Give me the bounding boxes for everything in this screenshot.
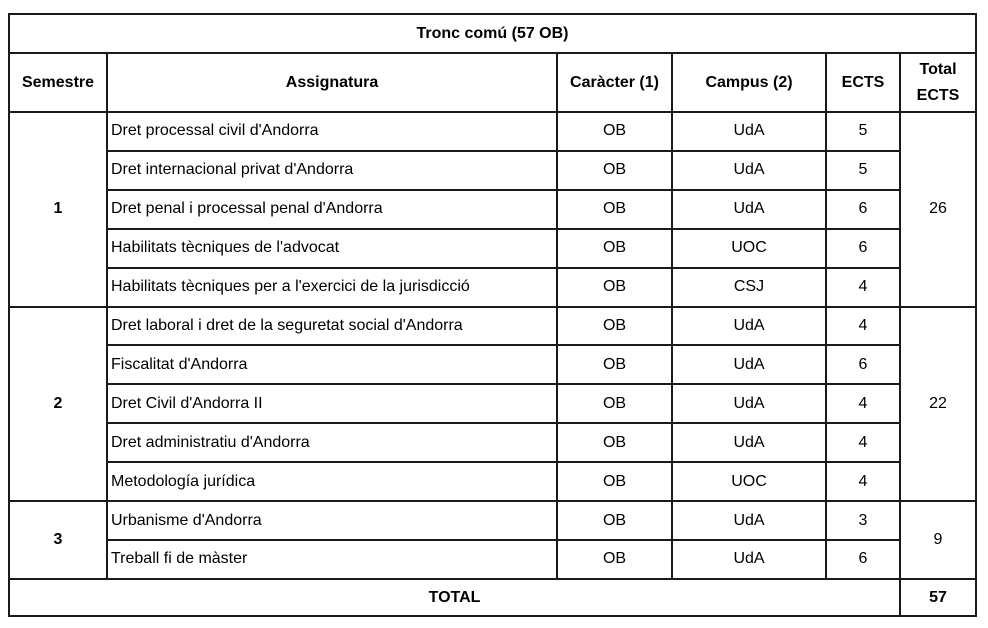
subject-cell: Habilitats tècniques de l'advocat xyxy=(107,229,557,268)
table-row xyxy=(9,423,976,462)
subject-cell: Treball fi de màster xyxy=(107,540,557,579)
semester-total-cell: 9 xyxy=(900,501,976,579)
caracter-cell: OB xyxy=(557,229,672,268)
caracter-cell: OB xyxy=(557,268,672,307)
ects-cell: 6 xyxy=(826,190,900,229)
subject-cell: Metodología jurídica xyxy=(107,462,557,501)
caracter-cell: OB xyxy=(557,112,672,151)
ects-cell: 6 xyxy=(826,540,900,579)
header-caracter: Caràcter (1) xyxy=(557,53,672,112)
table-title-row xyxy=(9,14,976,53)
tronc-comu-table xyxy=(8,13,977,617)
table-row xyxy=(9,268,976,307)
semester-cell: 1 xyxy=(9,112,107,307)
caracter-cell: OB xyxy=(557,384,672,423)
subject-cell: Habilitats tècniques per a l'exercici de la jurisdicció xyxy=(107,268,557,307)
campus-cell: UdA xyxy=(672,112,826,151)
campus-cell: UdA xyxy=(672,501,826,540)
table-row xyxy=(9,112,976,151)
header-total-ects-line1: Total xyxy=(919,60,957,78)
ects-cell: 5 xyxy=(826,112,900,151)
footer-total-value: 57 xyxy=(900,579,976,616)
caracter-cell: OB xyxy=(557,462,672,501)
campus-cell: UdA xyxy=(672,307,826,346)
table-row xyxy=(9,540,976,579)
campus-cell: UdA xyxy=(672,384,826,423)
table-row xyxy=(9,229,976,268)
subject-cell: Urbanisme d'Andorra xyxy=(107,501,557,540)
table-row xyxy=(9,307,976,346)
subject-cell: Dret internacional privat d'Andorra xyxy=(107,151,557,190)
subject-cell: Dret laboral i dret de la seguretat social d'Andorra xyxy=(107,307,557,346)
header-total-ects-line2: ECTS xyxy=(916,86,960,104)
campus-cell: CSJ xyxy=(672,268,826,307)
table-row xyxy=(9,190,976,229)
subject-cell: Dret administratiu d'Andorra xyxy=(107,423,557,462)
header-campus: Campus (2) xyxy=(672,53,826,112)
subject-cell: Dret processal civil d'Andorra xyxy=(107,112,557,151)
ects-cell: 4 xyxy=(826,462,900,501)
table-footer-row xyxy=(9,579,976,616)
semester-total-cell: 22 xyxy=(900,307,976,502)
caracter-cell: OB xyxy=(557,501,672,540)
ects-cell: 4 xyxy=(826,307,900,346)
caracter-cell: OB xyxy=(557,423,672,462)
campus-cell: UdA xyxy=(672,151,826,190)
semester-cell: 3 xyxy=(9,501,107,579)
campus-cell: UdA xyxy=(672,190,826,229)
ects-cell: 3 xyxy=(826,501,900,540)
campus-cell: UOC xyxy=(672,462,826,501)
ects-cell: 5 xyxy=(826,151,900,190)
table-header-row xyxy=(9,53,976,112)
header-semestre: Semestre xyxy=(9,53,107,112)
subject-cell: Dret Civil d'Andorra II xyxy=(107,384,557,423)
campus-cell: UdA xyxy=(672,540,826,579)
semester-cell: 2 xyxy=(9,307,107,502)
table-row xyxy=(9,462,976,501)
header-total-ects xyxy=(900,53,976,112)
caracter-cell: OB xyxy=(557,345,672,384)
table-row xyxy=(9,384,976,423)
ects-cell: 4 xyxy=(826,384,900,423)
ects-cell: 4 xyxy=(826,423,900,462)
campus-cell: UdA xyxy=(672,423,826,462)
table-row xyxy=(9,345,976,384)
header-ects: ECTS xyxy=(826,53,900,112)
table-row xyxy=(9,501,976,540)
caracter-cell: OB xyxy=(557,151,672,190)
footer-total-label: TOTAL xyxy=(9,579,900,616)
caracter-cell: OB xyxy=(557,307,672,346)
subject-cell: Fiscalitat d'Andorra xyxy=(107,345,557,384)
ects-cell: 6 xyxy=(826,229,900,268)
ects-cell: 6 xyxy=(826,345,900,384)
caracter-cell: OB xyxy=(557,540,672,579)
ects-cell: 4 xyxy=(826,268,900,307)
campus-cell: UdA xyxy=(672,345,826,384)
campus-cell: UOC xyxy=(672,229,826,268)
caracter-cell: OB xyxy=(557,190,672,229)
header-assignatura: Assignatura xyxy=(107,53,557,112)
table-title: Tronc comú (57 OB) xyxy=(9,14,976,53)
subject-cell: Dret penal i processal penal d'Andorra xyxy=(107,190,557,229)
semester-total-cell: 26 xyxy=(900,112,976,307)
table-row xyxy=(9,151,976,190)
